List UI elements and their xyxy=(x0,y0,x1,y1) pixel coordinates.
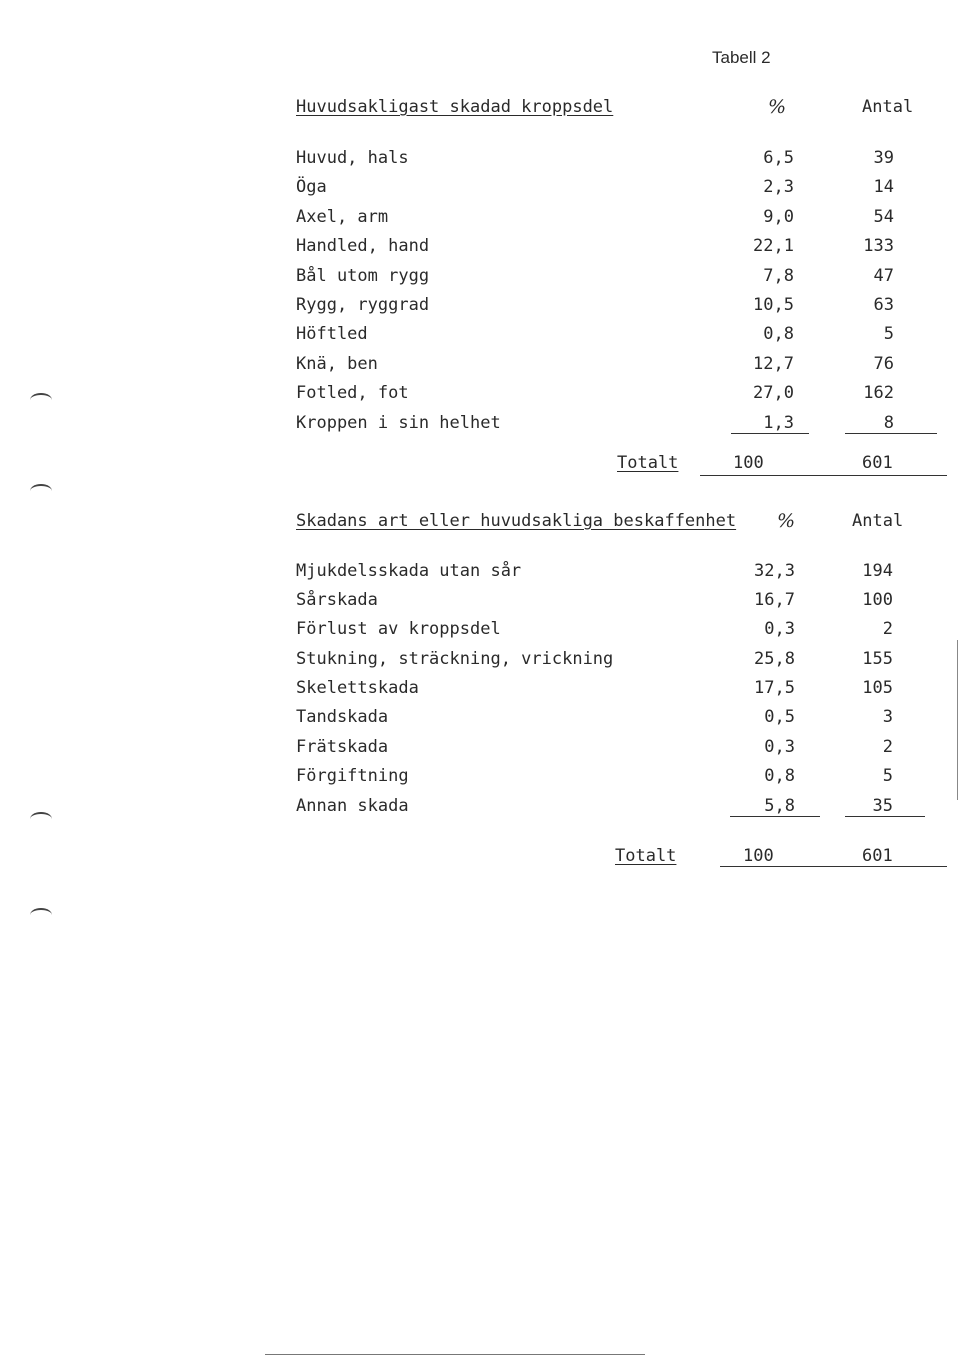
table-row xyxy=(0,619,960,639)
table-row xyxy=(0,561,960,581)
row-label: Sårskada xyxy=(296,590,378,610)
row-count: 63 xyxy=(873,295,894,315)
table2-total-label: Totalt xyxy=(615,846,677,866)
row-label: Axel, arm xyxy=(296,207,389,227)
table1-header-count: Antal xyxy=(862,97,914,117)
row-pct: 0,8 xyxy=(763,324,794,344)
table2-header-pct: % xyxy=(777,510,796,532)
table1-total-rule xyxy=(700,475,947,476)
row-label: Öga xyxy=(296,177,327,197)
table1-header-label: Huvudsakligast skadad kroppsdel xyxy=(296,97,614,117)
table2-header-label: Skadans art eller huvudsakliga beskaffenhet xyxy=(296,511,737,531)
row-count: 35 xyxy=(872,796,893,816)
table-row xyxy=(0,148,960,168)
scan-bottom-line xyxy=(265,1354,645,1355)
row-count: 54 xyxy=(873,207,894,227)
table-row xyxy=(0,649,960,669)
row-pct: 17,5 xyxy=(754,678,795,698)
row-pct: 10,5 xyxy=(753,295,794,315)
table2-header-count: Antal xyxy=(852,511,904,531)
table2-total-rule xyxy=(720,866,947,867)
row-count: 76 xyxy=(873,354,894,374)
table1-sum-rule-count xyxy=(845,433,937,434)
row-pct: 0,8 xyxy=(764,766,795,786)
row-count: 5 xyxy=(883,324,894,344)
row-label: Huvud, hals xyxy=(296,148,409,168)
row-label: Kroppen i sin helhet xyxy=(296,413,501,433)
row-count: 155 xyxy=(862,649,893,669)
row-count: 105 xyxy=(862,678,893,698)
table-row xyxy=(0,678,960,698)
table-row xyxy=(0,266,960,286)
row-label: Bål utom rygg xyxy=(296,266,430,286)
row-pct: 2,3 xyxy=(763,177,794,197)
row-label: Handled, hand xyxy=(296,236,430,256)
row-pct: 32,3 xyxy=(754,561,795,581)
row-label: Annan skada xyxy=(296,796,409,816)
table-row xyxy=(0,766,960,786)
table1-total-count: 601 xyxy=(862,453,893,473)
row-count: 100 xyxy=(862,590,893,610)
scan-mark xyxy=(30,484,52,498)
table-row xyxy=(0,207,960,227)
row-pct: 0,5 xyxy=(764,707,795,727)
row-pct: 27,0 xyxy=(753,383,794,403)
table2-sum-rule-pct xyxy=(730,816,820,817)
row-pct: 16,7 xyxy=(754,590,795,610)
row-count: 162 xyxy=(863,383,894,403)
row-label: Rygg, ryggrad xyxy=(296,295,430,315)
row-label: Frätskada xyxy=(296,737,389,757)
table-row xyxy=(0,236,960,256)
row-count: 47 xyxy=(873,266,894,286)
table1-header-pct: % xyxy=(768,96,787,118)
table-row xyxy=(0,413,960,433)
row-pct: 12,7 xyxy=(753,354,794,374)
row-count: 5 xyxy=(882,766,893,786)
row-pct: 25,8 xyxy=(754,649,795,669)
page-label: Tabell 2 xyxy=(712,48,771,67)
row-label: Knä, ben xyxy=(296,354,378,374)
table-row xyxy=(0,383,960,403)
table-row xyxy=(0,177,960,197)
table1-sum-rule-pct xyxy=(731,433,809,434)
row-count: 3 xyxy=(882,707,893,727)
row-pct: 0,3 xyxy=(764,619,795,639)
table-row xyxy=(0,590,960,610)
row-count: 2 xyxy=(882,619,893,639)
row-label: Höftled xyxy=(296,324,368,344)
row-count: 14 xyxy=(873,177,894,197)
row-count: 8 xyxy=(883,413,894,433)
row-pct: 7,8 xyxy=(763,266,794,286)
row-pct: 5,8 xyxy=(764,796,795,816)
table-row xyxy=(0,295,960,315)
table-row xyxy=(0,737,960,757)
table2-total-pct: 100 xyxy=(743,846,774,866)
row-label: Mjukdelsskada utan sår xyxy=(296,561,522,581)
table2-sum-rule-count xyxy=(845,816,925,817)
row-pct: 6,5 xyxy=(763,148,794,168)
row-count: 2 xyxy=(882,737,893,757)
row-pct: 1,3 xyxy=(763,413,794,433)
table-row xyxy=(0,354,960,374)
scan-mark xyxy=(30,908,52,922)
row-count: 194 xyxy=(862,561,893,581)
row-label: Stukning, sträckning, vrickning xyxy=(296,649,614,669)
row-label: Förgiftning xyxy=(296,766,409,786)
row-pct: 0,3 xyxy=(764,737,795,757)
row-pct: 22,1 xyxy=(753,236,794,256)
row-count: 39 xyxy=(873,148,894,168)
table1-total-pct: 100 xyxy=(733,453,764,473)
row-label: Skelettskada xyxy=(296,678,419,698)
row-count: 133 xyxy=(863,236,894,256)
table2-total-count: 601 xyxy=(862,846,893,866)
table-row xyxy=(0,707,960,727)
row-label: Fotled, fot xyxy=(296,383,409,403)
row-label: Förlust av kroppsdel xyxy=(296,619,501,639)
row-pct: 9,0 xyxy=(763,207,794,227)
table-row xyxy=(0,796,960,816)
table-row xyxy=(0,324,960,344)
table1-total-label: Totalt xyxy=(617,453,679,473)
row-label: Tandskada xyxy=(296,707,389,727)
